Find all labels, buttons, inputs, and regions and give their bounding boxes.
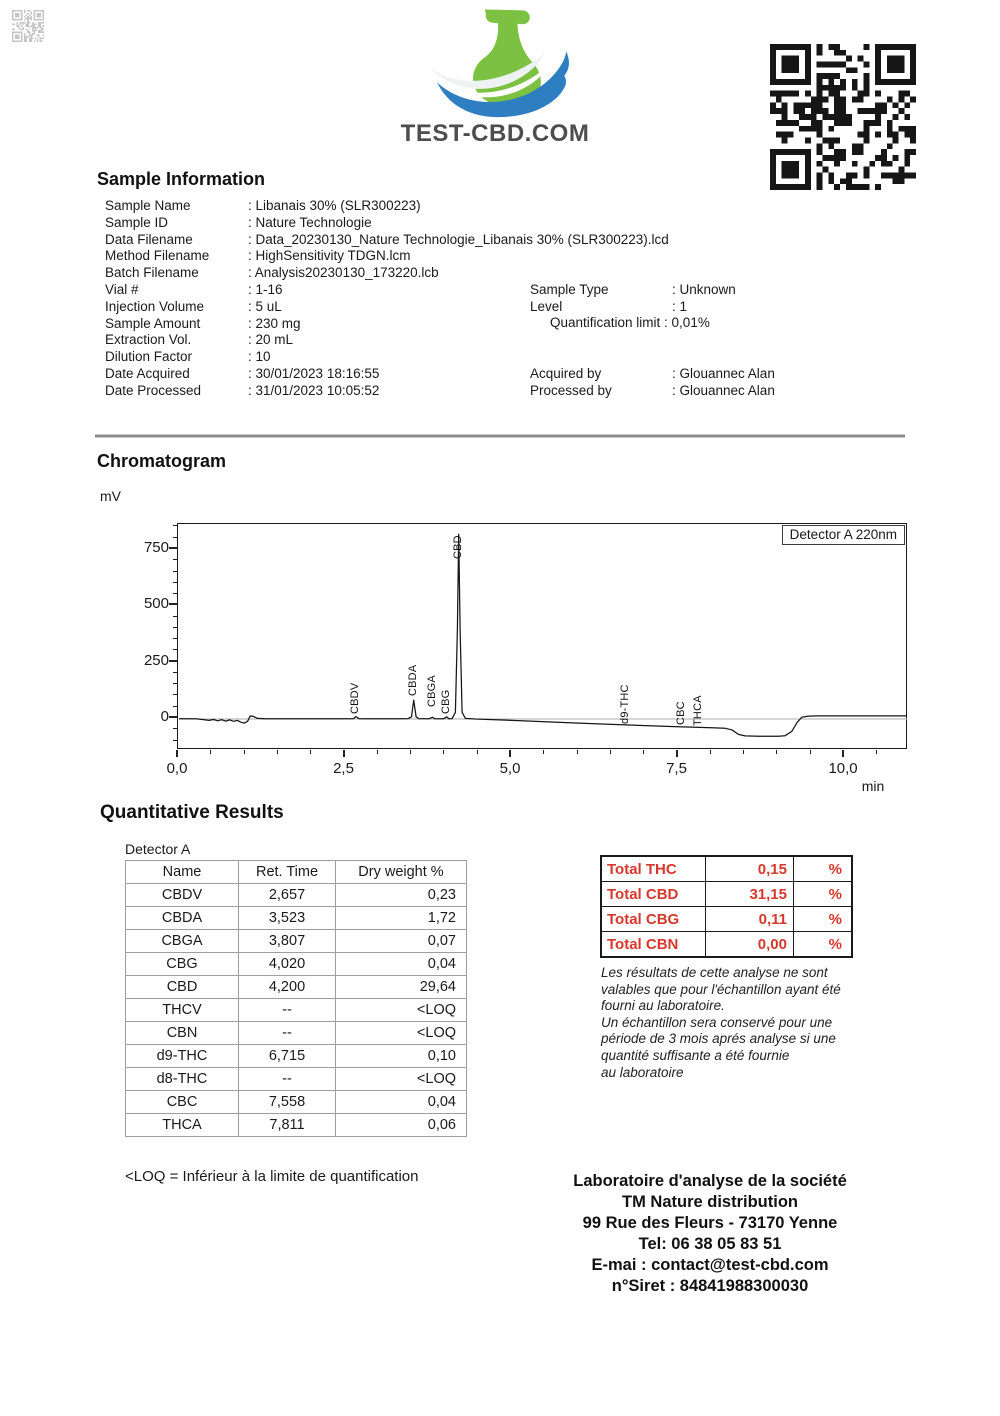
info-label: Extraction Vol.	[105, 332, 192, 348]
y-axis-minor-tick	[173, 638, 177, 639]
info-label: Acquired by	[530, 366, 602, 381]
x-axis-tick	[842, 750, 844, 757]
y-axis-minor-tick	[173, 672, 177, 673]
table-cell: 7,811	[239, 1114, 336, 1137]
y-axis-minor-tick	[173, 706, 177, 707]
disclaimer-line: valables que pour l'échantillon ayant été	[601, 981, 841, 997]
y-axis-tick	[169, 603, 177, 605]
section-divider	[95, 434, 905, 438]
table-row	[126, 1022, 467, 1045]
x-axis-unit: min	[861, 778, 885, 794]
sample-information-section	[105, 198, 895, 400]
table-cell: 4,020	[239, 953, 336, 976]
table-cell: Total THC	[601, 856, 706, 882]
x-axis-minor-tick	[477, 750, 478, 754]
table-cell: Total CBN	[601, 932, 706, 958]
x-axis-tick-label: 7,5	[666, 760, 687, 777]
info-row	[105, 316, 895, 333]
x-axis-tick-label: 0,0	[166, 760, 188, 777]
table-cell: THCV	[126, 999, 239, 1022]
y-axis-minor-tick	[173, 571, 177, 572]
info-label: Level	[530, 298, 563, 314]
chromatogram-heading: Chromatogram	[97, 451, 227, 471]
y-axis-minor-tick	[173, 616, 177, 617]
laboratory-line: TM Nature distribution	[622, 1193, 798, 1211]
chromatogram-trace	[179, 525, 907, 749]
table-cell: 0,04	[336, 1091, 467, 1114]
x-axis-tick	[509, 750, 511, 757]
info-label: Batch Filename	[105, 265, 199, 281]
loq-note: <LOQ = Inférieur à la limite de quantification	[125, 1168, 419, 1185]
disclaimer-text	[601, 965, 901, 1081]
x-axis-minor-tick	[210, 750, 211, 754]
y-axis-tick-label: 750	[143, 539, 169, 556]
table-cell: CBD	[126, 976, 239, 999]
table-cell: 0,04	[336, 953, 467, 976]
peak-label-cbdv: CBDV	[348, 682, 361, 714]
disclaimer-line: Un échantillon sera conservé pour une	[601, 1014, 833, 1030]
info-label: Injection Volume	[105, 298, 205, 314]
x-axis-minor-tick	[377, 750, 378, 754]
y-axis-unit: mV	[100, 488, 121, 504]
y-axis-minor-tick	[173, 525, 177, 526]
info-value: : Libanais 30% (SLR300223)	[248, 198, 421, 213]
info-value: : 1	[672, 298, 688, 314]
y-axis-tick	[169, 547, 177, 549]
laboratory-line: 99 Rue des Fleurs - 73170 Yenne	[582, 1214, 838, 1232]
chromatogram-chart	[0, 486, 1000, 806]
y-axis-minor-tick	[173, 740, 177, 741]
brand-text: TEST-CBD.COM	[400, 120, 590, 147]
y-axis-tick-label: 250	[143, 651, 169, 669]
sample-info-right-top	[530, 282, 890, 316]
laboratory-line: Laboratoire d'analyse de la société	[573, 1172, 847, 1190]
x-axis-minor-tick	[244, 750, 245, 754]
corner-qr-icon	[12, 10, 44, 42]
y-axis-minor-tick	[173, 694, 177, 695]
x-axis-minor-tick	[776, 750, 777, 754]
table-cell: 0,15	[706, 856, 794, 882]
info-row	[105, 332, 895, 349]
test-cbd-logo-icon	[414, 4, 584, 122]
table-cell: --	[239, 1022, 336, 1045]
sample-info-right-bottom	[530, 366, 890, 400]
info-value: : 30/01/2023 18:16:55	[248, 365, 380, 381]
table-cell: %	[794, 907, 853, 932]
disclaimer-line: au laboratoire	[601, 1064, 684, 1080]
info-value: : Glouannec Alan	[672, 382, 775, 398]
info-label: Sample Name	[105, 198, 191, 213]
quantitative-results-heading: Quantitative Results	[100, 802, 284, 823]
info-value: : Nature Technologie	[248, 214, 372, 230]
y-axis-minor-tick	[173, 649, 177, 650]
disclaimer-line: Les résultats de cette analyse ne sont	[601, 965, 828, 980]
peak-label-cbg: CBG	[439, 689, 452, 715]
x-axis-minor-tick	[610, 750, 611, 754]
column-header: Dry weight %	[336, 861, 467, 884]
info-value: : Unknown	[672, 282, 736, 297]
x-axis-minor-tick	[310, 750, 311, 754]
info-label: Processed by	[530, 382, 612, 398]
info-row	[105, 232, 895, 249]
table-row	[126, 884, 467, 907]
table-row	[126, 1045, 467, 1068]
table-cell: <LOQ	[336, 999, 467, 1022]
x-axis-minor-tick	[443, 750, 444, 754]
disclaimer-line: quantité suffisante a été fournie	[601, 1047, 790, 1063]
table-row	[126, 976, 467, 999]
table-cell: 0,00	[706, 932, 794, 958]
x-axis-tick	[176, 750, 178, 757]
table-cell: CBN	[126, 1022, 239, 1045]
y-axis-minor-tick	[173, 559, 177, 560]
table-cell: %	[794, 932, 853, 958]
peak-label-thca: THCA	[692, 694, 705, 726]
info-row	[105, 215, 895, 232]
info-label: Dilution Factor	[105, 349, 193, 365]
table-cell: 3,807	[239, 930, 336, 953]
table-cell: <LOQ	[336, 1022, 467, 1045]
table-cell: CBGA	[126, 930, 239, 953]
table-cell: 1,72	[336, 907, 467, 930]
peak-label-cbga: CBGA	[425, 674, 438, 707]
x-axis-minor-tick	[876, 750, 877, 754]
info-value: : Glouannec Alan	[672, 366, 775, 381]
x-axis-minor-tick	[277, 750, 278, 754]
y-axis-tick	[169, 660, 177, 662]
x-axis-minor-tick	[543, 750, 544, 754]
info-value: : Data_20230130_Nature Technologie_Libanais 30% (SLR300223).lcd	[248, 231, 669, 247]
table-row	[126, 907, 467, 930]
x-axis-tick-label: 2,5	[333, 760, 354, 777]
table-cell: <LOQ	[336, 1068, 467, 1091]
table-cell: d8-THC	[126, 1068, 239, 1091]
table-cell: Total CBD	[601, 882, 706, 907]
table-cell: 31,15	[706, 882, 794, 907]
table-header-row	[126, 861, 467, 884]
totals-table-body	[601, 856, 852, 957]
table-cell: CBDA	[126, 907, 239, 930]
laboratory-line: Tel: 06 38 05 83 51	[638, 1235, 782, 1253]
y-axis-tick-label: 0	[160, 708, 169, 726]
quantification-limit: Quantification limit : 0,01%	[550, 315, 710, 330]
table-cell: %	[794, 856, 853, 882]
table-row	[126, 1068, 467, 1091]
disclaimer-line: fourni au laboratoire.	[601, 998, 725, 1014]
laboratory-line: E-mai : contact@test-cbd.com	[591, 1256, 829, 1274]
info-row	[105, 349, 895, 366]
table-cell: 6,715	[239, 1045, 336, 1068]
info-value: : 230 mg	[248, 315, 301, 331]
table-row	[126, 930, 467, 953]
x-axis-minor-tick	[743, 750, 744, 754]
signal-line	[179, 534, 907, 736]
info-label: Data Filename	[105, 231, 193, 247]
column-header: Name	[126, 861, 239, 884]
peak-label-cbc: CBC	[675, 701, 688, 726]
table-cell: Total CBG	[601, 907, 706, 932]
y-axis-minor-tick	[173, 728, 177, 729]
x-axis-tick-label: 10,0	[828, 760, 858, 777]
table-row	[601, 932, 852, 958]
table-cell: d9-THC	[126, 1045, 239, 1068]
table-cell: 0,06	[336, 1114, 467, 1137]
disclaimer-line: période de 3 mois aprés analyse si une	[601, 1031, 836, 1047]
peak-label-cbd: CBD	[451, 535, 464, 560]
table-cell: 29,64	[336, 976, 467, 999]
x-axis-minor-tick	[410, 750, 411, 754]
laboratory-address	[530, 1171, 890, 1297]
table-row	[126, 1114, 467, 1137]
table-row	[126, 953, 467, 976]
table-cell: 0,23	[336, 884, 467, 907]
table-cell: CBC	[126, 1091, 239, 1114]
table-cell: 4,200	[239, 976, 336, 999]
column-header: Ret. Time	[239, 861, 336, 884]
peak-label-d9-thc: d9-THC	[619, 684, 632, 724]
table-row	[126, 999, 467, 1022]
results-table-head	[126, 861, 467, 884]
y-axis-tick	[169, 716, 177, 718]
table-cell: THCA	[126, 1114, 239, 1137]
totals-table	[600, 855, 853, 958]
table-cell: 0,10	[336, 1045, 467, 1068]
info-row	[530, 282, 890, 299]
table-row	[601, 856, 852, 882]
sample-information-heading: Sample Information	[97, 169, 266, 189]
x-axis-tick	[343, 750, 345, 757]
laboratory-line: n°Siret : 84841988300030	[611, 1277, 809, 1295]
x-axis-minor-tick	[710, 750, 711, 754]
table-cell: CBDV	[126, 884, 239, 907]
info-label: Sample Type	[530, 282, 609, 297]
info-value: : 31/01/2023 10:05:52	[248, 382, 380, 398]
info-value: : 5 uL	[248, 298, 282, 314]
detector-label: Detector A	[125, 841, 191, 857]
results-table-body	[126, 884, 467, 1137]
info-label: Date Acquired	[105, 365, 190, 381]
y-axis-minor-tick	[173, 683, 177, 684]
table-cell: 0,11	[706, 907, 794, 932]
info-row	[105, 198, 895, 215]
table-cell: --	[239, 999, 336, 1022]
info-label: Date Processed	[105, 382, 202, 398]
table-cell: 3,523	[239, 907, 336, 930]
y-axis-minor-tick	[173, 537, 177, 538]
info-row	[105, 248, 895, 265]
detector-legend: Detector A 220nm	[782, 525, 905, 545]
table-cell: 2,657	[239, 884, 336, 907]
peak-label-cbda: CBDA	[406, 664, 419, 696]
info-label: Vial #	[105, 281, 139, 297]
y-axis-minor-tick	[173, 593, 177, 594]
x-axis-minor-tick	[810, 750, 811, 754]
table-cell: --	[239, 1068, 336, 1091]
table-cell: %	[794, 882, 853, 907]
table-cell: CBG	[126, 953, 239, 976]
info-value: : HighSensitivity TDGN.lcm	[248, 248, 411, 264]
qr-code-icon	[770, 42, 916, 192]
y-axis-tick-label: 500	[143, 595, 169, 613]
info-label: Sample Amount	[105, 315, 201, 331]
info-value: : 10	[248, 349, 271, 365]
x-axis-tick-label: 5,0	[499, 760, 521, 777]
info-row	[530, 383, 890, 400]
x-axis-minor-tick	[577, 750, 578, 754]
y-axis-minor-tick	[173, 582, 177, 583]
table-cell: 7,558	[239, 1091, 336, 1114]
info-value: : Analysis20230130_173220.lcb	[248, 265, 439, 281]
info-row	[105, 265, 895, 282]
table-cell: 0,07	[336, 930, 467, 953]
results-table	[125, 860, 467, 1137]
info-label: Method Filename	[105, 248, 210, 264]
info-row	[530, 366, 890, 383]
info-value: : 1-16	[248, 281, 283, 297]
table-row	[126, 1091, 467, 1114]
x-axis-tick	[676, 750, 678, 757]
info-value: : 20 mL	[248, 332, 294, 348]
y-axis-minor-tick	[173, 627, 177, 628]
info-label: Sample ID	[105, 214, 169, 230]
info-row	[530, 299, 890, 316]
x-axis-minor-tick	[643, 750, 644, 754]
table-row	[601, 882, 852, 907]
table-row	[601, 907, 852, 932]
